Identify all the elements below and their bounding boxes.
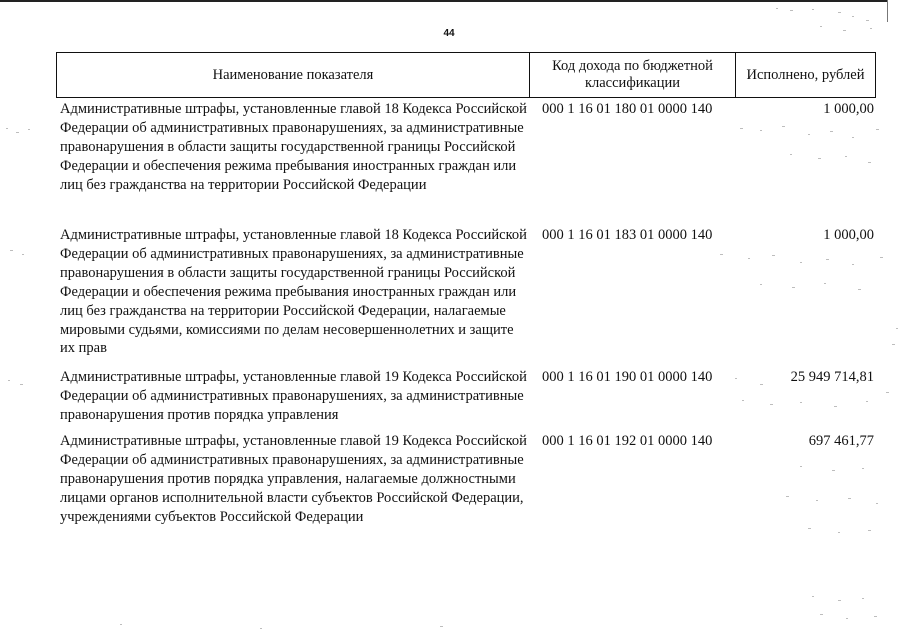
header-revenue-code: Код дохода по бюджетной классификации [530,53,736,97]
header-indicator-name: Наименование показателя [57,53,530,97]
row-revenue-code: 000 1 16 01 183 01 0000 140 [542,227,713,243]
row-revenue-code: 000 1 16 01 192 01 0000 140 [542,433,713,449]
header-executed-amount: Исполнено, рублей [746,66,865,83]
row-indicator-name: Административные штрафы, установленные главой 19 Кодекса Российской Федерации об административных правонарушениях, за административные правонарушения против порядка управления [60,369,527,423]
row-executed-amount: 1 000,00 [823,227,874,243]
page-number: 44 [443,28,455,39]
row-executed-amount: 25 949 714,81 [790,369,874,385]
row-indicator-name: Административные штрафы, установленные главой 18 Кодекса Российской Федерации об административных правонарушениях, за административные правонарушения в области защиты государственной границы Российской Федерации и обеспечения режима пребывания иностранных граждан или лиц без гражданства на территории Российской Федерации [60,101,527,193]
page-right-edge [887,0,888,22]
row-indicator-name: Административные штрафы, установленные главой 18 Кодекса Российской Федерации об административных правонарушениях, за административные правонарушения в области защиты государственной границы Российской Федерации и обеспечения режима пребывания иностранных граждан или лиц без гражданства на территории Российской Федерации, налагаемые мировыми судьями, комиссиями по делам несовершеннолетних и защите их прав [60,227,527,357]
row-executed-amount: 697 461,77 [808,433,874,449]
table-header [56,52,876,98]
page-top-border [0,0,888,2]
row-indicator-name: Административные штрафы, установленные главой 19 Кодекса Российской Федерации об административных правонарушениях, за административные правонарушения против порядка управления, налагаемые должностными лицами органов исполнительной власти субъектов Российской Федерации, учреждениями субъектов Российской Федерации [60,433,527,525]
row-revenue-code: 000 1 16 01 190 01 0000 140 [542,369,713,385]
row-revenue-code: 000 1 16 01 180 01 0000 140 [542,101,713,117]
row-executed-amount: 1 000,00 [823,101,874,117]
